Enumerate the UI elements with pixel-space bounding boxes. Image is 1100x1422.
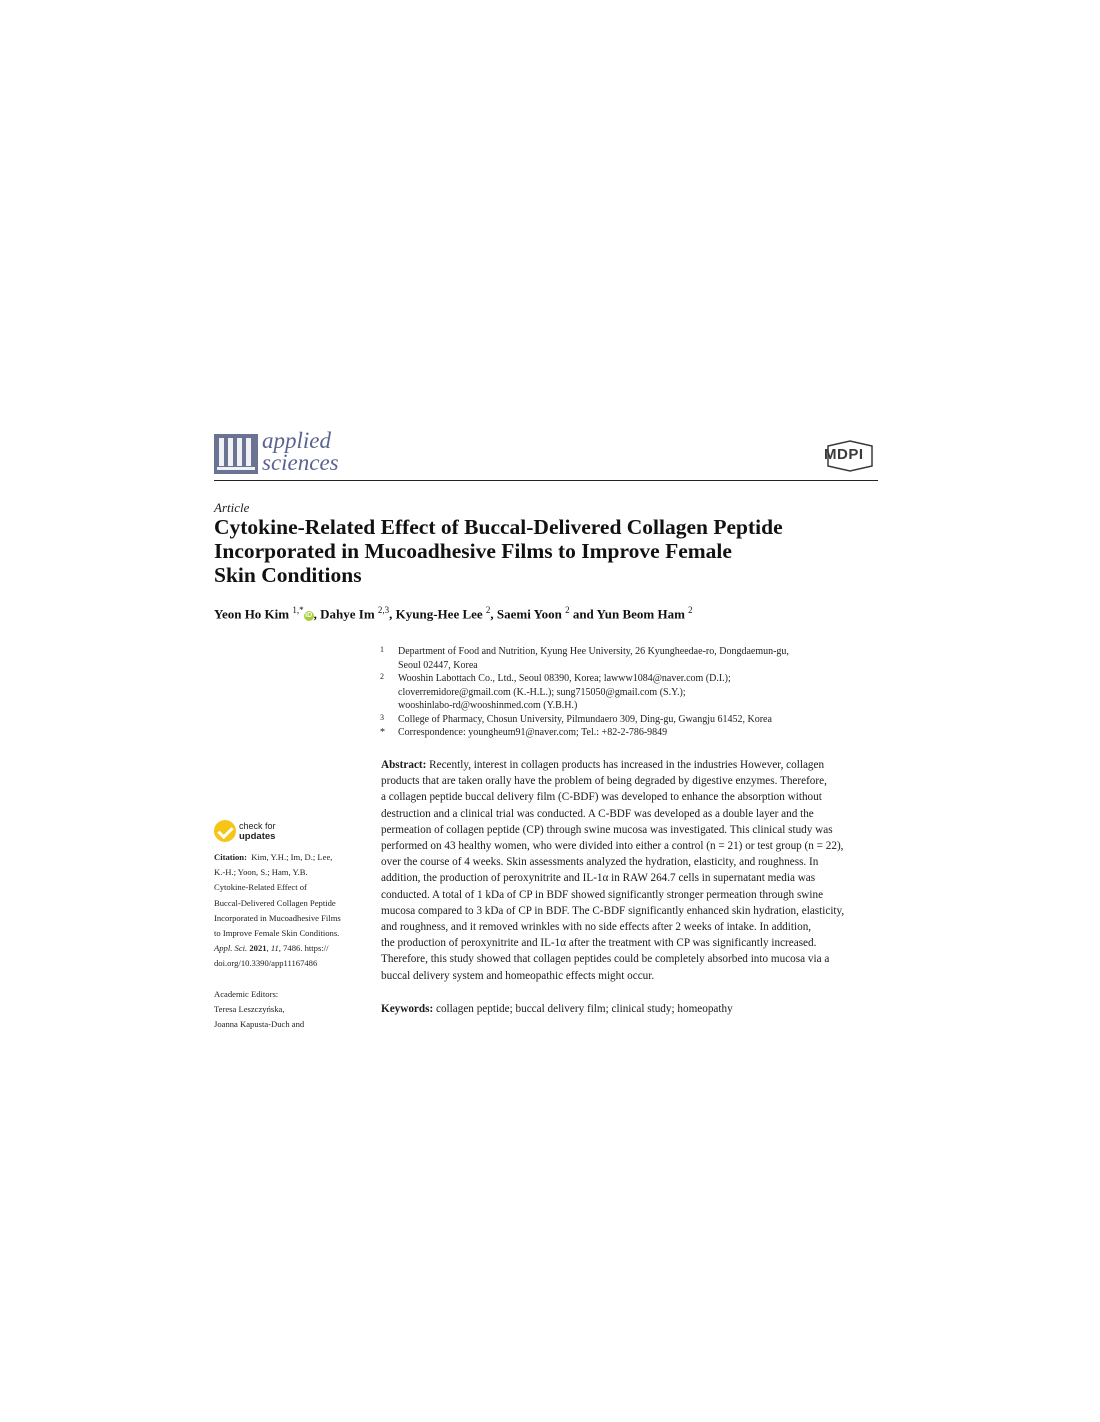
abstract-line bbox=[381, 757, 879, 773]
abstract-line: products that are taken orally have the problem of being degraded by digestive enzymes. Therefore, bbox=[381, 775, 827, 788]
citation-line: to Improve Female Skin Conditions. bbox=[214, 928, 340, 939]
abstract-label: Abstract: bbox=[381, 759, 427, 771]
citation-line: K.-H.; Yoon, S.; Ham, Y.B. bbox=[214, 867, 308, 878]
title-line: Cytokine-Related Effect of Buccal-Delivered Collagen Peptide bbox=[214, 515, 783, 539]
journal-name bbox=[262, 430, 339, 474]
editor-name: Teresa Leszczyńska, bbox=[214, 1004, 285, 1015]
citation-doi-link[interactable]: doi.org/10.3390/app11167486 bbox=[214, 958, 318, 969]
header-divider bbox=[214, 480, 878, 481]
author-affiliation-mark: 2,3 bbox=[377, 605, 390, 615]
affiliation-line[interactable]: Wooshin Labottach Co., Ltd., Seoul 08390, Korea; lawww1084@naver.com (D.I.); bbox=[398, 673, 731, 684]
author-affiliation-mark: 1,* bbox=[292, 605, 304, 615]
abstract-line: mucosa compared to 3 kDa of CP in BDF. The C-BDF significantly enhanced skin hydration, elasticity, bbox=[381, 904, 845, 917]
affiliation-number: 3 bbox=[380, 712, 384, 722]
author-affiliation-mark: 2 bbox=[565, 605, 570, 615]
author-name[interactable]: , Dahye Im bbox=[313, 606, 375, 622]
correspondence-line[interactable]: Correspondence: youngheum91@naver.com; Tel.: +82-2-786-9849 bbox=[398, 727, 668, 738]
citation-line: Buccal-Delivered Collagen Peptide bbox=[214, 897, 336, 908]
citation-journal: Appl. Sci. bbox=[214, 943, 248, 954]
author-name[interactable]: , Saemi Yoon bbox=[490, 606, 562, 622]
affiliation-line[interactable]: cloverremidore@gmail.com (K.-H.L.); sung715050@gmail.com (S.Y.); bbox=[398, 686, 686, 698]
affiliation-number: 1 bbox=[380, 645, 384, 654]
abstract-line: a collagen peptide buccal delivery film (C-BDF) was developed to enhance the absorption without bbox=[381, 791, 822, 804]
title-line: Incorporated in Mucoadhesive Films to Improve Female bbox=[214, 539, 732, 563]
affiliation-item bbox=[380, 645, 880, 672]
affiliation-number: 2 bbox=[380, 672, 384, 681]
citation: Citation: Kim, Y.H.; Im, D.; Lee, K.-H.; Yoon, S.; Ham, Y.B. Cytokine-Related Effect of Buccal-Delivered Collagen Peptide Incorporated in Mucoadhesive Films to Improve Female Skin Conditions. Appl. Sci. 2021, 11, 7486. https:// doi.org/10.3390/app11167486 bbox=[214, 850, 374, 972]
citation-label: Citation: bbox=[214, 852, 247, 862]
publisher-name: MDPI bbox=[824, 446, 864, 463]
author-affiliation-mark: 2 bbox=[485, 605, 491, 615]
citation-year: 2021 bbox=[249, 943, 267, 954]
abstract-line: performed on 43 healthy women, who were divided into either a control (n = 21) or test group (n = 22), bbox=[381, 840, 844, 853]
abstract-line: permeation of collagen peptide (CP) through swine mucosa was investigated. This clinical study was bbox=[381, 823, 833, 836]
journal-name-line1: applied bbox=[262, 428, 331, 453]
citation-line: Cytokine-Related Effect of bbox=[214, 882, 307, 893]
author-name[interactable]: , Kyung-Hee Lee bbox=[389, 606, 483, 622]
check-updates-text[interactable] bbox=[239, 821, 276, 842]
article-type: Article bbox=[214, 500, 250, 515]
affiliation-line: Department of Food and Nutrition, Kyung Hee University, 26 Kyungheedae-ro, Dongdaemun-gu, bbox=[398, 646, 789, 657]
check-updates-line2: updates bbox=[239, 831, 276, 842]
journal-name-line2: sciences bbox=[262, 450, 339, 475]
keywords bbox=[381, 1003, 733, 1015]
abstract-line: the production of peroxynitrite and IL-1α after the treatment with CP was significantly increased. bbox=[381, 937, 817, 950]
citation-line: Kim, Y.H.; Im, D.; Lee, bbox=[251, 852, 333, 862]
journal-logo-icon bbox=[214, 434, 258, 474]
affiliation-item bbox=[380, 672, 880, 713]
affiliation-item bbox=[380, 713, 880, 727]
affiliations bbox=[380, 645, 880, 740]
abstract-line: conducted. A total of 1 kDa of CP in BDF showed significantly stronger permeation through swine bbox=[381, 888, 824, 901]
abstract-line: addition, the production of peroxynitrite and IL-1α in RAW 264.7 cells in supernatant media was bbox=[381, 872, 816, 885]
abstract-line: destruction and a clinical trial was conducted. A C-BDF was developed as a double layer and the bbox=[381, 807, 814, 820]
abstract bbox=[381, 757, 879, 984]
abstract-line: Therefore, this study showed that collagen peptides could be completely absorbed into mucosa via a bbox=[381, 953, 830, 966]
orcid-icon[interactable]: iD bbox=[305, 612, 313, 620]
title-line: Skin Conditions bbox=[214, 563, 362, 587]
journal-logo bbox=[214, 430, 354, 478]
editors-label: Academic Editors: bbox=[214, 989, 279, 999]
check-updates-icon[interactable] bbox=[214, 820, 236, 842]
affiliation-line[interactable]: wooshinlabo-rd@wooshinmed.com (Y.B.H.) bbox=[398, 700, 578, 711]
affiliation-line: College of Pharmacy, Chosun University, Pilmundaero 309, Ding-gu, Gwangju 61452, Korea bbox=[398, 713, 772, 725]
author-affiliation-mark: 2 bbox=[688, 605, 693, 615]
correspondence-item bbox=[380, 726, 880, 740]
abstract-line: and roughness, and it removed wrinkles with no side effects after 2 weeks of intake. In addition, bbox=[381, 921, 812, 934]
publisher-logo bbox=[822, 440, 878, 472]
abstract-text: Recently, interest in collagen products has increased in the industries However, collagen bbox=[429, 759, 825, 771]
keywords-text: collagen peptide; buccal delivery film; clinical study; homeopathy bbox=[436, 1003, 733, 1015]
keywords-label: Keywords: bbox=[381, 1003, 434, 1015]
author-list bbox=[214, 605, 693, 622]
correspondence-mark: * bbox=[380, 727, 385, 738]
editor-name: Joanna Kapusta-Duch and bbox=[214, 1019, 305, 1029]
academic-editors bbox=[214, 987, 374, 1029]
affiliation-line: Seoul 02447, Korea bbox=[398, 659, 478, 671]
paper-title bbox=[214, 515, 894, 587]
abstract-line: buccal delivery system and homeopathic effects might occur. bbox=[381, 969, 655, 982]
author-name[interactable]: Yeon Ho Kim bbox=[214, 606, 290, 622]
check-for-updates-badge[interactable] bbox=[214, 820, 334, 844]
abstract-line: over the course of 4 weeks. Skin assessments analyzed the hydration, elasticity, and roughness. In bbox=[381, 856, 819, 869]
author-name[interactable]: and Yun Beom Ham bbox=[569, 606, 685, 622]
citation-line: Incorporated in Mucoadhesive Films bbox=[214, 912, 341, 923]
citation-volume: 11 bbox=[270, 943, 279, 954]
citation-pages-url[interactable]: , 7486. https:// bbox=[278, 943, 329, 954]
check-updates-line1: check for bbox=[239, 821, 276, 831]
